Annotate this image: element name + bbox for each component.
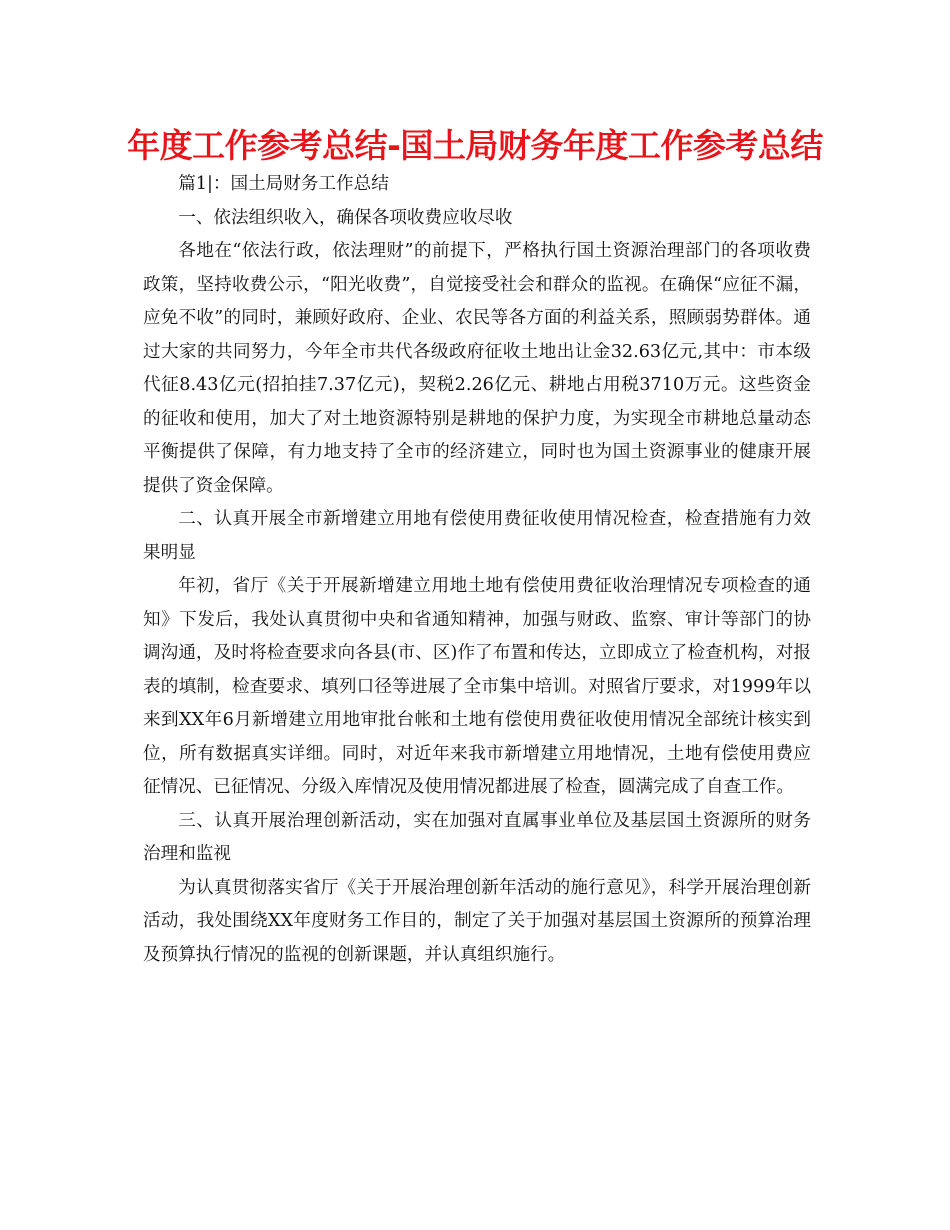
paragraph-3: 为认真贯彻落实省厅《关于开展治理创新年活动的施行意见》，科学开展治理创新活动，我处围绕XX年度财务工作目的，制定了关于加强对基层国土资源所的预算治理及预算执行情况的监视的创新课题，并认真组织施行。 [143, 877, 811, 965]
paragraph-1: 各地在“依法行政，依法理财”的前提下，严格执行国土资源治理部门的各项收费政策，坚持收费公示，“阳光收费”，自觉接受社会和群众的监视。在确保“应征不漏，应免不收”的同时，兼顾好政府、企业、农民等各方面的利益关系，照顾弱势群体。通过大家的共同努力，今年全市共代各级政府征收土地出让金32.63亿元,其中：市本级代征8.43亿元(招拍挂7.37亿元)，契税2.26亿元、耕地占用税3710万元。这些资金的征收和使用，加大了对土地资源特别是耕地的保护力度，为实现全市耕地总量动态平衡提供了保障，有力地支持了全市的经济建立，同时也为国土资源事业的健康开展提供了资金保障。 [143, 241, 811, 496]
section-heading-2: 二、认真开展全市新增建立用地有偿使用费征收使用情况检查，检查措施有力效果明显 [143, 509, 811, 563]
subtitle: 篇1|：国土局财务工作总结 [178, 174, 389, 194]
document-title: 年度工作参考总结-国土局财务年度工作参考总结 [127, 126, 823, 165]
paragraph-2: 年初，省厅《关于开展新增建立用地土地有偿使用费征收治理情况专项检查的通知》下发后，我处认真贯彻中央和省通知精神，加强与财政、监察、审计等部门的协调沟通，及时将检查要求向各县(市、区)作了布置和传达，立即成立了检查机构，对报表的填制，检查要求、填列口径等进展了全市集中培训。对照省厅要求，对1999年以来到XX年6月新增建立用地审批台帐和土地有偿使用费征收使用情况全部统计核实到位，所有数据真实详细。同时，对近年来我市新增建立用地情况，土地有偿使用费应征情况、已征情况、分级入库情况及使用情况都进展了检查，圆满完成了自查工作。 [143, 576, 811, 797]
section-heading-1: 一、依法组织收入，确保各项收费应收尽收 [178, 207, 513, 228]
document-body [143, 168, 811, 972]
section-heading-3: 三、认真开展治理创新活动，实在加强对直属事业单位及基层国土资源所的财务治理和监视 [143, 810, 811, 864]
